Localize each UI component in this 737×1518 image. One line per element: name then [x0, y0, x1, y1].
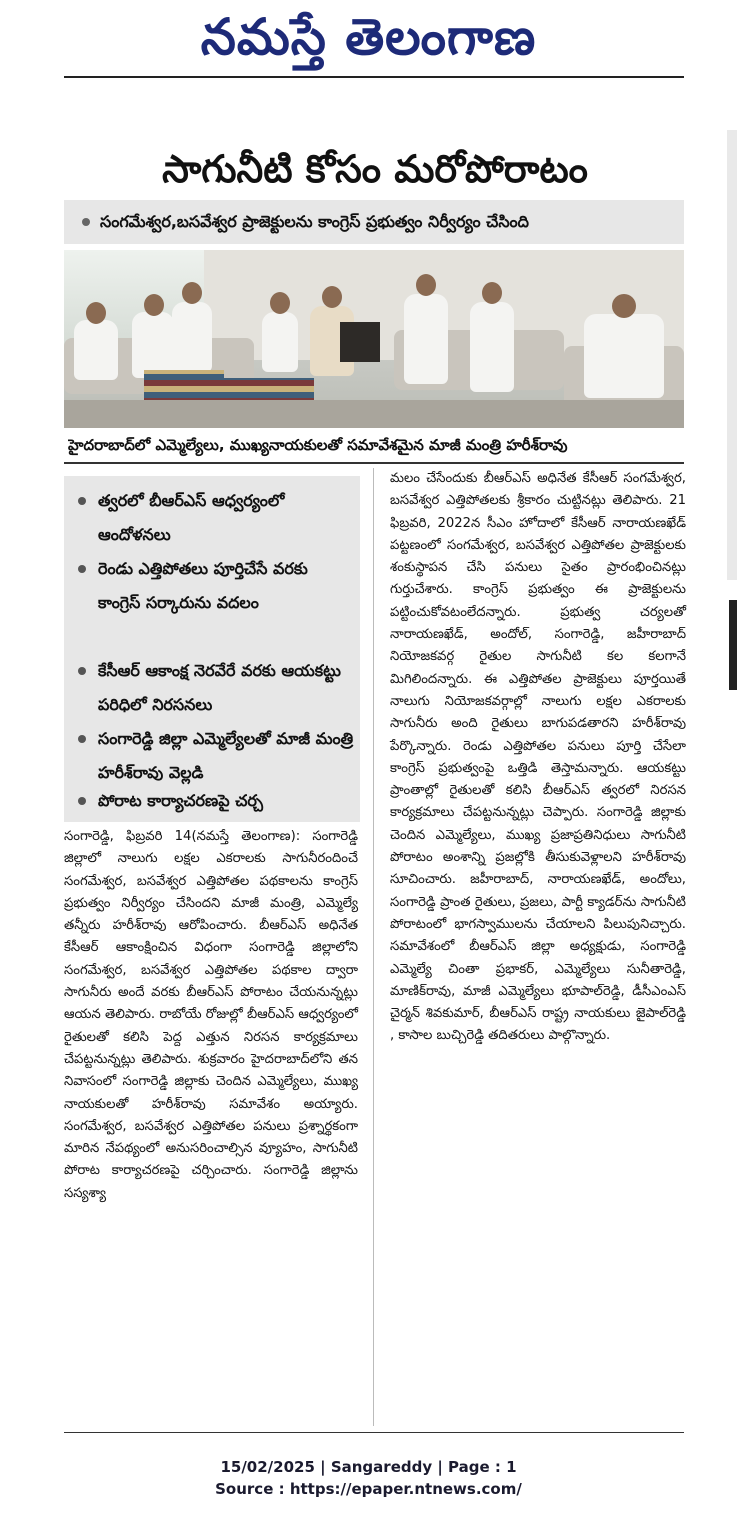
bullet-icon — [78, 497, 86, 505]
bullet-icon — [82, 218, 90, 226]
bullet-icon — [78, 735, 86, 743]
photo-caption: హైదరాబాద్‌లో ఎమ్మెల్యేలు, ముఖ్యనాయకులతో సమావేశమైన మాజీ మంత్రి హరీశ్‌రావు — [68, 436, 568, 454]
column-divider — [373, 468, 374, 1426]
body-paragraph: మలం చేసేందుకు బీఆర్‌ఎస్ అధినేత కేసీఆర్ సంగమేశ్వర, బసవేశ్వర ఎత్తిపోతలకు శ్రీకారం చుట్టినట్లు తెలిపారు. 21 ఫిబ్రవరి, 2022న సీఎం హోదాలో కేసీఆర్ నారాయణఖేడ్ పట్టణంలో సంగమేశ్వర, బసవేశ్వర ఎత్తిపోతల ప్రాజెక్టులకు శంకుస్థాపన చేసి పనులు సైతం ప్రారంభించినట్లు గుర్తుచేశారు. కాంగ్రెస్ ప్రభుత్వం ఈ ప్రాజెక్టులను పట్టించుకోవటంలేదన్నారు. ప్రభుత్వ చర్యలతో నారాయణఖేడ్, అందోల్, సంగారెడ్డి, జహీరాబాద్ నియోజకవర్గ రైతుల సాగునీటి కల కలగానే మిగిలిందన్నారు. ఈ ఎత్తిపోతల ప్రాజెక్టులు పూర్తయితే నాలుగు నియోజకవర్గాల్లో నాలుగు లక్షల ఎకరాలకు సాగునీరు అంది రైతులు బాగుపడతారని హరీశ్‌రావు పేర్కొన్నారు. రెండు ఎత్తిపోతల పనులు పూర్తి చేసేలా కాంగ్రెస్ ప్రభుత్వంపై ఒత్తిడి తెస్తామన్నారు. ఆయకట్టు ప్రాంతాల్లో రైతులతో కలిసి బీఆర్‌ఎస్ త్వరలో నిరసన కార్యక్రమాలు చేపట్టనున్నట్లు చెప్పారు. సంగారెడ్డి జిల్లాకు చెందిన ఎమ్మెల్యేలు, ముఖ్య ప్రజాప్రతినిధులు సాగునీటి పోరాటం అంశాన్ని ప్రజల్లోకి తీసుకువెళ్లాలని హరీశ్‌రావు సూచించారు. జహీరాబాద్, నారాయణఖేడ్, అందోలు, సంగారెడ్డి ప్రాంత రైతులు, ప్రజలు, పార్టీ క్యాడర్‌ను సాగునీటి పోరాటంలో భాగస్వాములను చేయాలని పిలుపునిచ్చారు. సమావేశంలో బీఆర్‌ఎస్ జిల్లా అధ్యక్షుడు, సంగారెడ్డి ఎమ్మెల్యే చింతా ప్రభాకర్, ఎమ్మెల్యేలు సునీతారెడ్డి, మాణిక్‌రావు, మాజీ ఎమ్మెల్యేలు భూపాల్‌రెడ్డి, డీసీఎంఎస్ చైర్మన్ శివకుమార్, బీఆర్‌ఎస్ రాష్ట్ర నాయకులు జైపాల్‌రెడ్డి , కాసాల బుచ్చిరెడ్డి తదితరులు పాల్గొన్నారు. — [390, 471, 686, 1044]
adjacent-page-edge — [727, 130, 737, 580]
newspaper-masthead: నమస్తే తెలంగాణ — [200, 7, 537, 66]
article-photo — [64, 250, 684, 428]
adjacent-page-mark — [729, 600, 737, 690]
body-paragraph: సంగారెడ్డి, ఫిబ్రవరి 14(నమస్తే తెలంగాణ): సంగారెడ్డి జిల్లాలో నాలుగు లక్షల ఎకరాలకు సాగునీరందించే సంగమేశ్వర, బసవేశ్వర ఎత్తిపోతల పథకాలను కాంగ్రెస్ ప్రభుత్వం నిర్వీర్యం చేసిందని మాజీ మంత్రి, ఎమ్మెల్యే తన్నీరు హరీశ్‌రావు ఆరోపించారు. బీఆర్‌ఎస్ అధినేత కేసీఆర్ ఆకాంక్షించిన విధంగా సంగారెడ్డి జిల్లాలోని సంగమేశ్వర, బసవేశ్వర ఎత్తిపోతల పథకాల ద్వారా సాగునీరు అందే వరకు బీఆర్‌ఎస్ పోరాటం చేయనున్నట్లు ఆయన తెలిపారు. రాబోయే రోజుల్లో బీఆర్‌ఎస్ ఆధ్వర్యంలో రైతులతో కలిసి పెద్ద ఎత్తున నిరసన కార్యక్రమాలు చేపట్టనున్నట్లు తెలిపారు. శుక్రవారం హైదరాబాద్‌లోని తన నివాసంలో సంగారెడ్డి జిల్లాకు చెందిన ఎమ్మెల్యేలు, ముఖ్య నాయకులతో హరీశ్‌రావు సమావేశం అయ్యారు. సంగమేశ్వర, బసవేశ్వర ఎత్తిపోతల పనులు ప్రశ్నార్థకంగా మారిన నేపథ్యంలో అనుసరించాల్సిన వ్యూహం, సాగునీటి పోరాట కార్యాచరణపై చర్చించారు. సంగారెడ్డి జిల్లాను సస్యశ్యా — [64, 829, 358, 1201]
bullet-icon — [78, 565, 86, 573]
bullet-icon — [78, 797, 86, 805]
bullet-icon — [78, 667, 86, 675]
article-body-right — [390, 468, 686, 1048]
article-headline: సాగునీటి కోసం మరోపోరాటం — [162, 147, 588, 191]
footer-rule — [64, 1432, 684, 1433]
footer-source-line: Source : https://epaper.ntnews.com/ — [215, 1480, 522, 1498]
article-subheading: సంగమేశ్వర,బసవేశ్వర ప్రాజెక్టులను కాంగ్రెస్ ప్రభుత్వం నిర్వీర్యం చేసింది — [100, 212, 529, 231]
article-body-left — [64, 826, 358, 1205]
masthead-rule — [64, 76, 684, 78]
key-points-box: త్వరలో బీఆర్‌ఎస్ ఆధ్వర్యంలో ఆందోళనలు రెండు ఎత్తిపోతలు పూర్తిచేసే వరకు కాంగ్రెస్ సర్కారును వదలం కేసీఆర్ ఆకాంక్ష నెరవేరే వరకు ఆయకట్టు పరిధిలో నిరసనలు సంగారెడ్డి జిల్లా ఎమ్మెల్యేలతో మాజీ మంత్రి హరీశ్‌రావు వెల్లడి పోరాట కార్యాచరణపై చర్చ — [64, 476, 360, 822]
footer-date-line: 15/02/2025 | Sangareddy | Page : 1 — [220, 1458, 517, 1476]
